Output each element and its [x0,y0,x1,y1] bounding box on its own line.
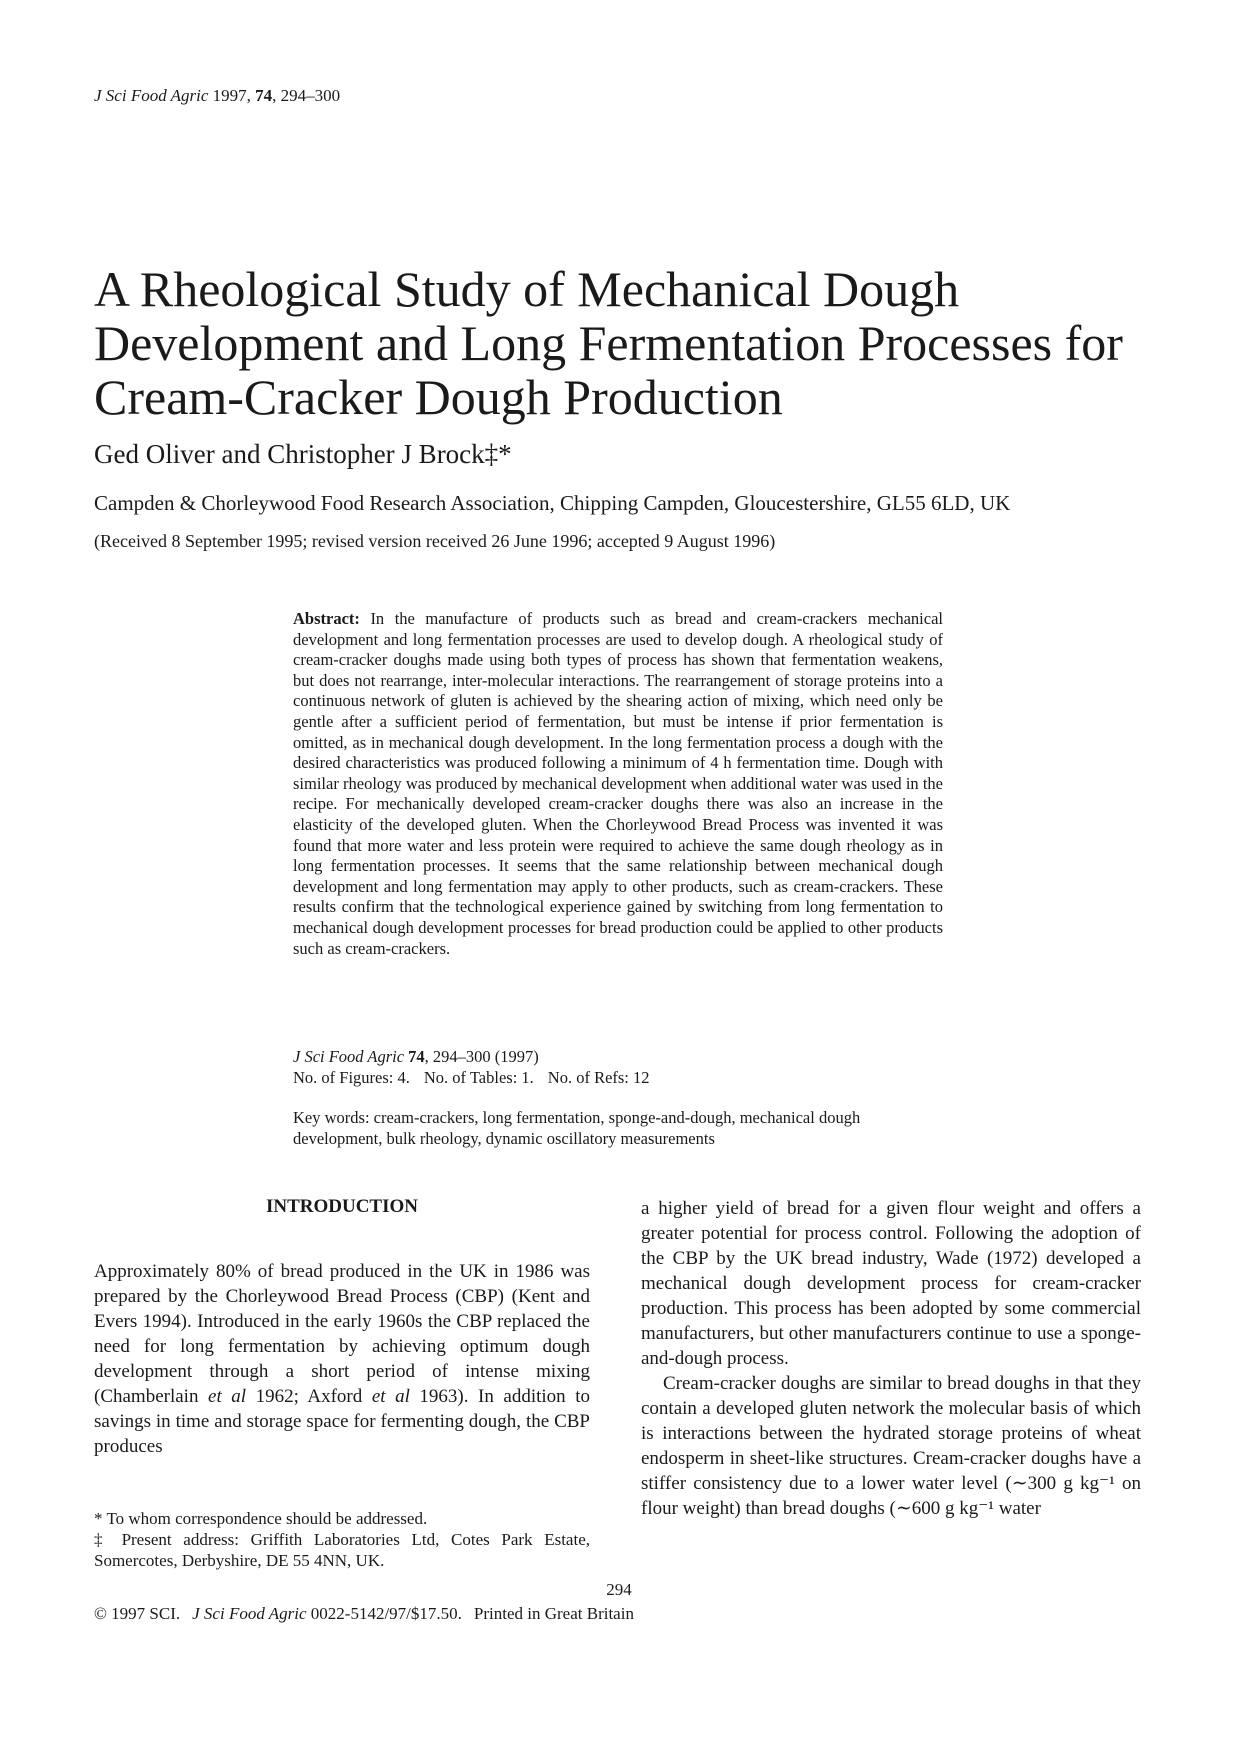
issn: 0022-5142/97/$17.50. [310,1604,462,1623]
footer-journal: J Sci Food Agric [192,1604,307,1623]
abstract-label: Abstract: [293,609,360,628]
footnote-present-address: ‡ Present address: Griffith Laboratories Ltd, Cotes Park Estate, Somercotes, Derbyshire, DE 55 4NN, UK. [94,1530,590,1570]
section-heading-introduction: INTRODUCTION [265,1196,419,1217]
affiliation: Campden & Chorleywood Food Research Association, Chipping Campden, Gloucestershire, GL55 6LD, UK [94,491,1011,515]
page-number: 294 [606,1580,632,1599]
citation-journal: J Sci Food Agric [293,1047,405,1066]
ref-count: No. of Refs: 12 [547,1068,650,1087]
intro-paragraph-1-cont: a higher yield of bread for a given flour weight and offers a greater potential for process control. Following the adoption of the CBP by the UK bread industry, Wade (1972) developed a mechanical dough development process for cream-cracker production. This process has been adopted by some commercial manufacturers, but other manufacturers continue to use a sponge-and-dough process. [641,1198,1141,1369]
abstract [293,609,943,959]
received-dates: (Received 8 September 1995; revised version received 26 June 1996; accepted 9 August 1996) [94,531,776,551]
article-title: A Rheological Study of Mechanical Dough Development and Long Fermentation Processes for Cream-Cracker Dough Production [94,261,1123,425]
intro-text: Approximately 80% of bread produced in the UK in 1986 was prepared by the Chorleywood Bread Process (CBP) (Kent and Evers 1994). Introduced in the early 1960s the CBP replaced the need for long fermentation by achieving optimum dough development through a short period of intense mixing (Chamberlain [94,1261,590,1407]
intro-paragraph-2: Cream-cracker doughs are similar to bread doughs in that they contain a developed gluten network the molecular basis of which is interactions between the hydrated storage proteins of wheat endosperm in sheet-like structures. Cream-cracker doughs have a stiffer consistency due to a lower water level (∼300 g kg⁻¹ on flour weight) than bread doughs (∼600 g kg⁻¹ water [641,1373,1141,1519]
table-count: No. of Tables: 1. [423,1068,534,1087]
et-al: et al [208,1386,247,1407]
journal-name: J Sci Food Agric [94,86,209,105]
copyright: © 1997 SCI. [94,1604,181,1623]
copyright-line [94,1604,634,1624]
abstract-text: In the manufacture of products such as bread and cream-crackers mechanical development and long fermentation processes are used to develop dough. A rheological study of cream-cracker doughs made using both types of process has shown that fermentation weakens, but does not rearrange, inter-molecular interactions. The rearrangement of storage proteins into a continuous network of gluten is achieved by the shearing action of mixing, which need only be gentle after a sufficient period of fermentation, but must be intense if prior fermentation is omitted, as in mechanical dough development. In the long fermentation process a dough with the desired characteristics was produced following a minimum of 4 h fermentation time. Dough with similar rheology was produced by mechanical development when additional water was used in the recipe. For mechanically developed cream-cracker doughs there was also an increase in the elasticity of the developed gluten. When the Chorleywood Bread Process was invented it was found that more water and less protein were required to achieve the same dough rheology as in long fermentation processes. It seems that the same relationship between mechanical dough development and long fermentation may apply to other products, such as cream-crackers. These results confirm that the technological experience gained by switching from long fermentation to mechanical dough development processes for bread production could be applied to other products such as cream-crackers. [293,609,943,958]
citation-volume: 74 [408,1047,425,1066]
intro-text: 1962; Axford [246,1386,372,1407]
figure-count: No. of Figures: 4. [293,1068,410,1087]
citation-pages: , 294–300 (1997) [424,1047,539,1066]
printed-in: Printed in Great Britain [473,1604,634,1623]
citation-line [293,1046,943,1067]
journal-volume: 74 [255,86,273,105]
intro-text: 1963). In addition to savings in time and storage space for fermenting dough, the CBP produces [94,1386,590,1457]
counts-line [293,1067,943,1088]
et-al: et al [371,1386,410,1407]
right-column [641,1196,1141,1521]
footnote-correspondence: * To whom correspondence should be addressed. [94,1509,428,1528]
footnotes [94,1508,590,1571]
left-column [94,1259,590,1459]
citation-block [293,1046,943,1088]
keywords: Key words: cream-crackers, long fermentation, sponge-and-dough, mechanical dough development, bulk rheology, dynamic oscillatory measurements [293,1108,861,1148]
authors: Ged Oliver and Christopher J Brock‡* [94,439,512,469]
journal-year: 1997, [212,86,251,105]
journal-pages: , 294–300 [272,86,341,105]
intro-paragraph-1 [94,1259,590,1459]
journal-reference [94,86,340,106]
